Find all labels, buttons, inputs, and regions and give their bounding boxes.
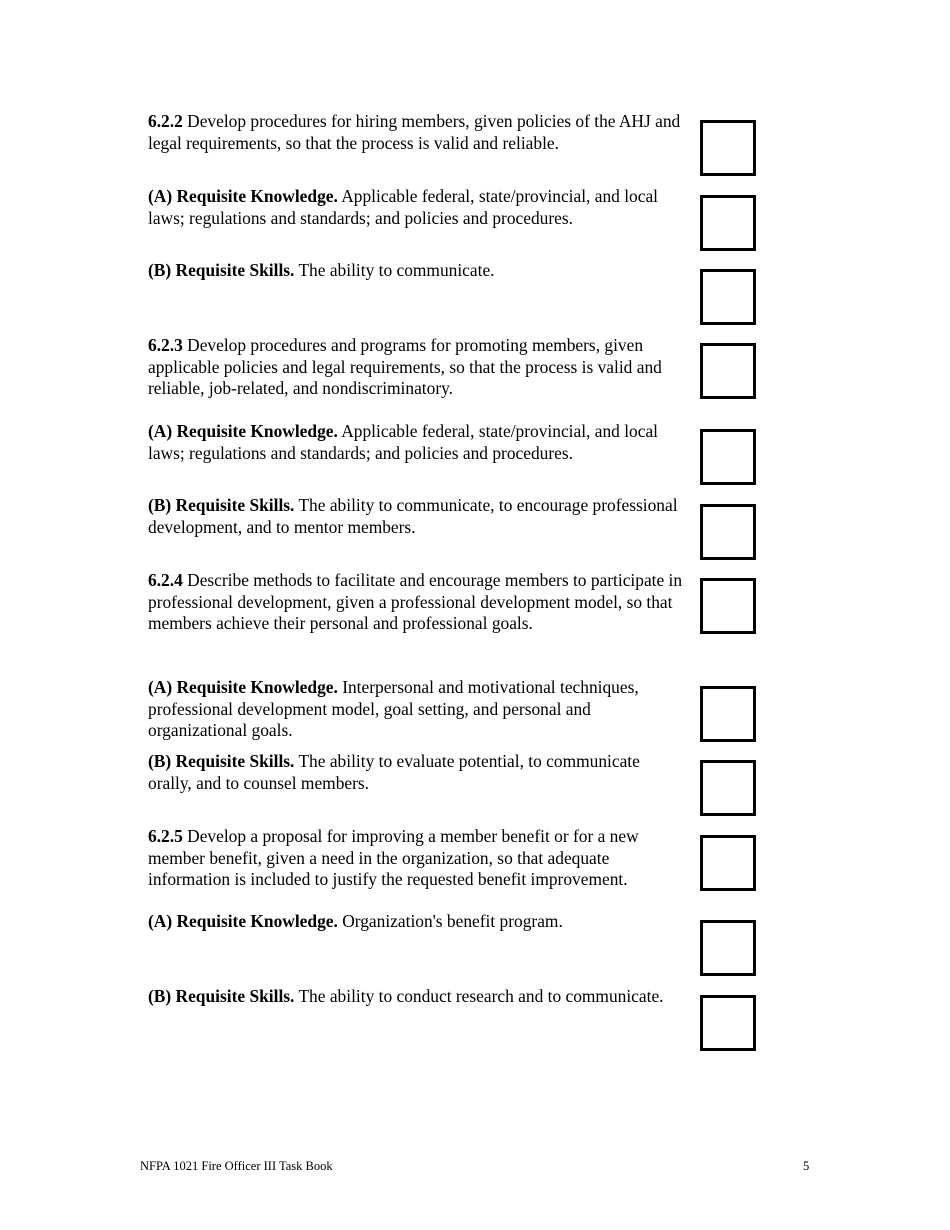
- paragraph-lead: (B) Requisite Skills.: [148, 986, 295, 1006]
- checkbox-6-2-4-knowledge[interactable]: [700, 686, 756, 742]
- paragraph-lead: 6.2.5: [148, 826, 183, 846]
- checkbox-6-2-5-skills[interactable]: [700, 995, 756, 1051]
- checkbox-6-2-4-skills[interactable]: [700, 760, 756, 816]
- paragraph-text: The ability to conduct research and to communicate.: [294, 986, 664, 1006]
- page-number: 5: [803, 1159, 810, 1173]
- paragraph-lead: 6.2.3: [148, 335, 183, 355]
- paragraph-lead: 6.2.4: [148, 570, 183, 590]
- paragraph-lead: (A) Requisite Knowledge.: [148, 677, 338, 697]
- checkbox-6-2-5-knowledge[interactable]: [700, 920, 756, 976]
- paragraph-lead: 6.2.2: [148, 111, 183, 131]
- paragraph-text: Describe methods to facilitate and encourage members to participate in professional development, given a professional development model, so that members achieve their personal and professional goals.: [148, 570, 683, 634]
- paragraph-lead: (A) Requisite Knowledge.: [148, 911, 338, 931]
- paragraph-text: The ability to communicate, to encourage professional development, and to mentor members.: [148, 495, 678, 537]
- checkbox-6-2-3-knowledge[interactable]: [700, 429, 756, 485]
- checkbox-6-2-3-skills[interactable]: [700, 504, 756, 560]
- paragraph-6-2-5-skills: [148, 986, 683, 1008]
- checkbox-6-2-2[interactable]: [700, 120, 756, 176]
- paragraph-text: Develop procedures and programs for promoting members, given applicable policies and legal requirements, so that the process is valid and reliable, job-related, and nondiscriminatory.: [148, 335, 662, 399]
- footer-title: NFPA 1021 Fire Officer III Task Book: [140, 1159, 333, 1173]
- checkbox-6-2-2-skills[interactable]: [700, 269, 756, 325]
- paragraph-text: Develop procedures for hiring members, given policies of the AHJ and legal requirements, so that the process is valid and reliable.: [148, 111, 681, 153]
- checkbox-6-2-2-knowledge[interactable]: [700, 195, 756, 251]
- paragraph-6-2-4-knowledge: [148, 677, 683, 742]
- paragraph-6-2-4: [148, 570, 683, 635]
- paragraph-6-2-2-skills: [148, 260, 683, 282]
- paragraph-6-2-3: [148, 335, 683, 400]
- checkbox-6-2-3[interactable]: [700, 343, 756, 399]
- paragraph-text: Develop a proposal for improving a member benefit or for a new member benefit, given a need in the organization, so that adequate information is included to justify the requested benefit improvement.: [148, 826, 639, 890]
- paragraph-lead: (A) Requisite Knowledge.: [148, 421, 338, 441]
- paragraph-text: Interpersonal and motivational techniques, professional development model, goal setting, and personal and organizational goals.: [148, 677, 639, 741]
- paragraph-text: The ability to communicate.: [294, 260, 495, 280]
- paragraph-text: Applicable federal, state/provincial, and local laws; regulations and standards; and policies and procedures.: [148, 186, 658, 228]
- paragraph-6-2-2-knowledge: [148, 186, 683, 229]
- paragraph-lead: (A) Requisite Knowledge.: [148, 186, 338, 206]
- checkbox-6-2-4[interactable]: [700, 578, 756, 634]
- paragraph-text: The ability to evaluate potential, to communicate orally, and to counsel members.: [148, 751, 640, 793]
- paragraph-lead: (B) Requisite Skills.: [148, 260, 295, 280]
- paragraph-text: Applicable federal, state/provincial, and local laws; regulations and standards; and policies and procedures.: [148, 421, 658, 463]
- paragraph-6-2-2: [148, 111, 683, 154]
- paragraph-6-2-5: [148, 826, 683, 891]
- paragraph-lead: (B) Requisite Skills.: [148, 495, 295, 515]
- checkbox-6-2-5[interactable]: [700, 835, 756, 891]
- paragraph-lead: (B) Requisite Skills.: [148, 751, 295, 771]
- paragraph-6-2-4-skills: [148, 751, 683, 794]
- paragraph-6-2-5-knowledge: [148, 911, 683, 933]
- paragraph-6-2-3-skills: [148, 495, 683, 538]
- paragraph-6-2-3-knowledge: [148, 421, 683, 464]
- paragraph-text: Organization's benefit program.: [337, 911, 563, 931]
